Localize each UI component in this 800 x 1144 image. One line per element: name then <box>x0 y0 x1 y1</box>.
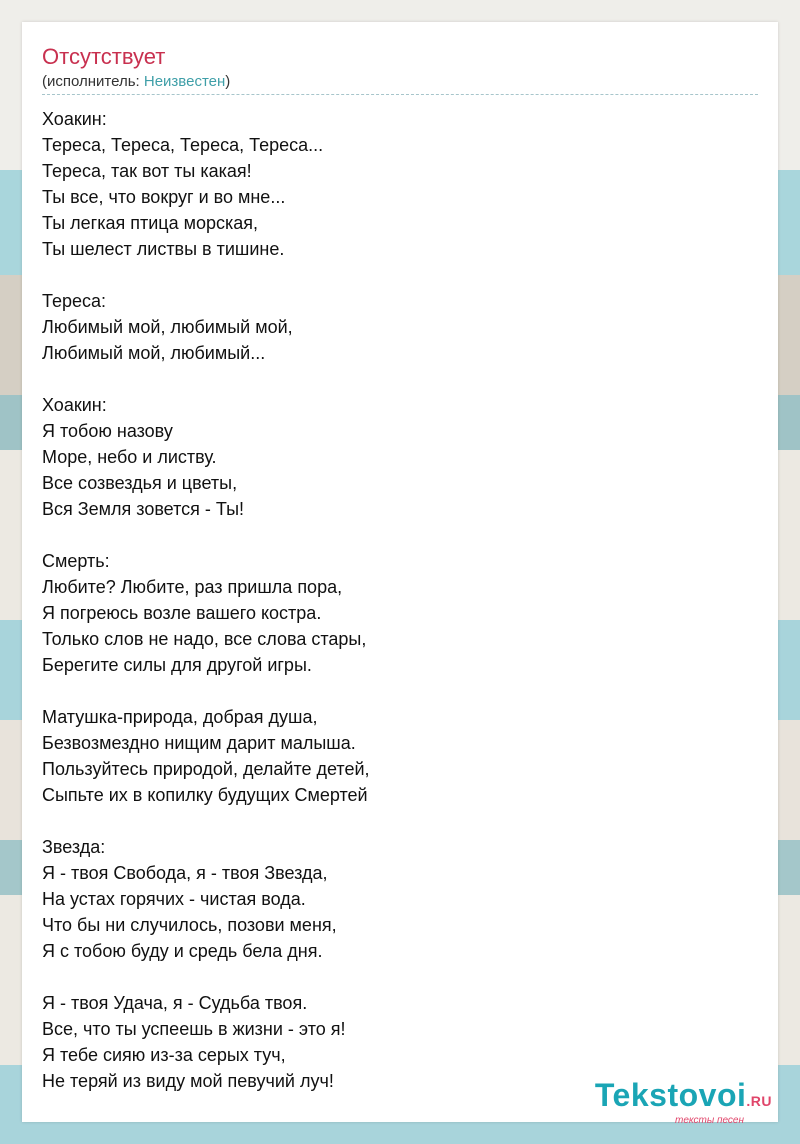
lyric-line: Я тебе сияю из-за серых туч, <box>42 1045 286 1065</box>
brand-tld: .RU <box>746 1093 772 1109</box>
lyric-line: Любимый мой, любимый мой, <box>42 317 293 337</box>
stanza-break <box>42 808 742 834</box>
lyric-line: Все созвездья и цветы, <box>42 473 238 493</box>
lyric-line: На устах горячих - чистая вода. <box>42 889 306 909</box>
stanza-break <box>42 522 742 548</box>
lyric-line: Сыпьте их в копилку будущих Смертей <box>42 785 368 805</box>
lyric-line: Я - твоя Свобода, я - твоя Звезда, <box>42 863 328 883</box>
lyric-line: Берегите силы для другой игры. <box>42 655 312 675</box>
lyric-line: Что бы ни случилось, позови меня, <box>42 915 337 935</box>
lyric-line: Пользуйтесь природой, делайте детей, <box>42 759 370 779</box>
lyric-line: Матушка-природа, добрая душа, <box>42 707 318 727</box>
lyric-line: Тереса, так вот ты какая! <box>42 161 252 181</box>
lyric-line: Я с тобою буду и средь бела дня. <box>42 941 323 961</box>
lyric-line: Хоакин: <box>42 395 107 415</box>
lyric-line: Любите? Любите, раз пришла пора, <box>42 577 343 597</box>
lyric-line: Я погреюсь возле вашего костра. <box>42 603 322 623</box>
lyric-line: Тереса, Тереса, Тереса, Тереса... <box>42 135 324 155</box>
brand-tagline: тексты песен <box>675 1115 744 1126</box>
lyric-line: Все, что ты успеешь в жизни - это я! <box>42 1019 346 1039</box>
lyric-line: Я - твоя Удача, я - Судьба твоя. <box>42 993 308 1013</box>
lyric-line: Ты все, что вокруг и во мне... <box>42 187 286 207</box>
lyric-line: Море, небо и листву. <box>42 447 217 467</box>
lyric-line: Я тобою назову <box>42 421 173 441</box>
brand-logo[interactable] <box>595 1079 772 1126</box>
lyric-line: Не теряй из виду мой певучий луч! <box>42 1071 334 1091</box>
artist-prefix: (исполнитель: <box>42 73 144 90</box>
lyric-line: Тереса: <box>42 291 107 311</box>
brand-name: Tekstovoi <box>594 1077 747 1113</box>
lyric-line: Ты легкая птица морская, <box>42 213 259 233</box>
lyric-line: Звезда: <box>42 837 106 857</box>
lyric-line: Ты шелест листвы в тишине. <box>42 239 285 259</box>
title-divider <box>42 94 758 95</box>
song-title: Отсутствует <box>42 44 166 69</box>
artist-line <box>42 73 230 91</box>
stanza-break <box>42 262 742 288</box>
lyric-line: Безвозмездно нищим дарит малыша. <box>42 733 356 753</box>
brand-wordmark <box>595 1079 772 1117</box>
lyric-line: Любимый мой, любимый... <box>42 343 266 363</box>
stanza-break <box>42 366 742 392</box>
lyric-line: Только слов не надо, все слова стары, <box>42 629 367 649</box>
artist-suffix: ) <box>225 73 231 90</box>
stanza-break <box>42 678 742 704</box>
lyrics-body <box>42 106 742 1094</box>
lyric-line: Хоакин: <box>42 109 107 129</box>
artist-link[interactable]: Неизвестен <box>143 73 226 90</box>
stanza-break <box>42 964 742 990</box>
lyrics-card <box>22 22 778 1122</box>
lyric-line: Смерть: <box>42 551 110 571</box>
lyric-line: Вся Земля зовется - Ты! <box>42 499 245 519</box>
